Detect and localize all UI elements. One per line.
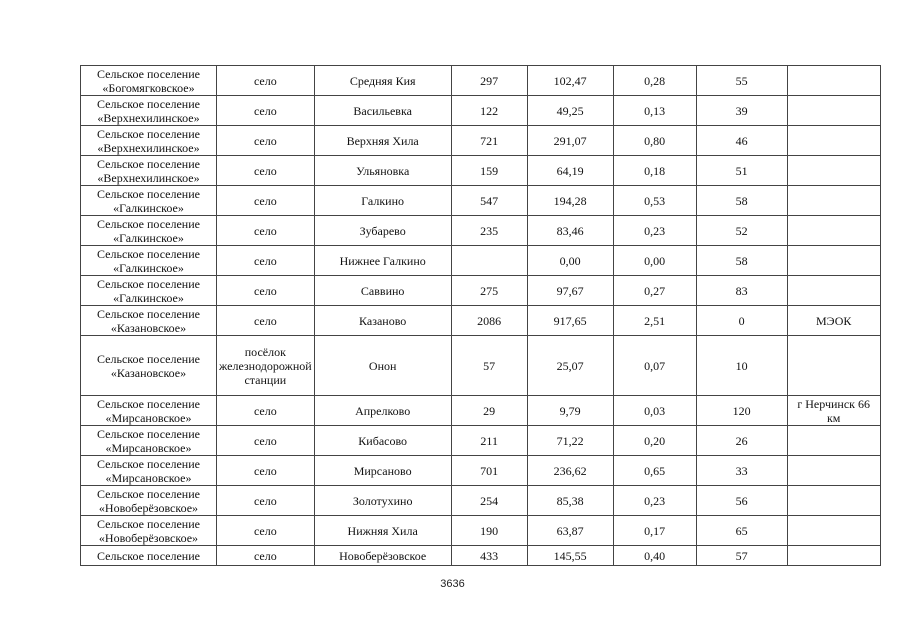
type-cell: село bbox=[217, 546, 315, 566]
population-cell: 547 bbox=[451, 186, 527, 216]
value2-cell: 0,03 bbox=[613, 396, 696, 426]
note-cell bbox=[787, 66, 880, 96]
value3-cell: 39 bbox=[696, 96, 787, 126]
type-cell: село bbox=[217, 276, 315, 306]
settlement-cell: Сельское поселение «Казановское» bbox=[81, 336, 217, 396]
type-cell: село bbox=[217, 456, 315, 486]
type-cell: село bbox=[217, 186, 315, 216]
note-cell bbox=[787, 486, 880, 516]
table-row bbox=[81, 306, 881, 336]
value1-cell: 49,25 bbox=[527, 96, 613, 126]
population-cell: 159 bbox=[451, 156, 527, 186]
name-cell: Казаново bbox=[314, 306, 451, 336]
population-cell: 275 bbox=[451, 276, 527, 306]
name-cell: Кибасово bbox=[314, 426, 451, 456]
value3-cell: 58 bbox=[696, 246, 787, 276]
settlement-cell: Сельское поселение «Галкинское» bbox=[81, 276, 217, 306]
type-cell: село bbox=[217, 396, 315, 426]
value3-cell: 120 bbox=[696, 396, 787, 426]
population-cell: 29 bbox=[451, 396, 527, 426]
value3-cell: 26 bbox=[696, 426, 787, 456]
name-cell: Онон bbox=[314, 336, 451, 396]
type-cell: село bbox=[217, 156, 315, 186]
value3-cell: 57 bbox=[696, 546, 787, 566]
value2-cell: 0,23 bbox=[613, 216, 696, 246]
table-row bbox=[81, 156, 881, 186]
name-cell: Апрелково bbox=[314, 396, 451, 426]
note-cell bbox=[787, 246, 880, 276]
value1-cell: 97,67 bbox=[527, 276, 613, 306]
name-cell: Саввино bbox=[314, 276, 451, 306]
type-cell: село bbox=[217, 486, 315, 516]
population-cell: 433 bbox=[451, 546, 527, 566]
type-cell: село bbox=[217, 306, 315, 336]
value2-cell: 0,28 bbox=[613, 66, 696, 96]
name-cell: Ульяновка bbox=[314, 156, 451, 186]
value3-cell: 0 bbox=[696, 306, 787, 336]
table-row bbox=[81, 456, 881, 486]
value1-cell: 25,07 bbox=[527, 336, 613, 396]
value3-cell: 52 bbox=[696, 216, 787, 246]
settlements-table bbox=[80, 65, 881, 566]
note-cell bbox=[787, 156, 880, 186]
value3-cell: 56 bbox=[696, 486, 787, 516]
type-cell: село bbox=[217, 516, 315, 546]
value1-cell: 0,00 bbox=[527, 246, 613, 276]
value1-cell: 917,65 bbox=[527, 306, 613, 336]
value2-cell: 0,17 bbox=[613, 516, 696, 546]
note-cell bbox=[787, 546, 880, 566]
value2-cell: 0,18 bbox=[613, 156, 696, 186]
note-cell bbox=[787, 186, 880, 216]
value3-cell: 10 bbox=[696, 336, 787, 396]
name-cell: Средняя Кия bbox=[314, 66, 451, 96]
note-cell: МЭОК bbox=[787, 306, 880, 336]
value3-cell: 33 bbox=[696, 456, 787, 486]
value1-cell: 71,22 bbox=[527, 426, 613, 456]
note-cell: г Нерчинск 66 км bbox=[787, 396, 880, 426]
note-cell bbox=[787, 276, 880, 306]
value3-cell: 46 bbox=[696, 126, 787, 156]
name-cell: Галкино bbox=[314, 186, 451, 216]
table-row bbox=[81, 246, 881, 276]
type-cell: село bbox=[217, 66, 315, 96]
population-cell: 57 bbox=[451, 336, 527, 396]
table-row bbox=[81, 216, 881, 246]
value2-cell: 0,07 bbox=[613, 336, 696, 396]
population-cell: 254 bbox=[451, 486, 527, 516]
type-cell: село bbox=[217, 216, 315, 246]
settlement-cell: Сельское поселение «Мирсановское» bbox=[81, 456, 217, 486]
value3-cell: 51 bbox=[696, 156, 787, 186]
type-cell: посёлок железнодорожной станции bbox=[217, 336, 315, 396]
table-row bbox=[81, 546, 881, 566]
value2-cell: 0,27 bbox=[613, 276, 696, 306]
value1-cell: 102,47 bbox=[527, 66, 613, 96]
note-cell bbox=[787, 456, 880, 486]
note-cell bbox=[787, 126, 880, 156]
settlement-cell: Сельское поселение «Новоберёзовское» bbox=[81, 516, 217, 546]
table-row bbox=[81, 516, 881, 546]
value2-cell: 0,00 bbox=[613, 246, 696, 276]
settlement-cell: Сельское поселение «Галкинское» bbox=[81, 186, 217, 216]
population-cell: 211 bbox=[451, 426, 527, 456]
value3-cell: 55 bbox=[696, 66, 787, 96]
value2-cell: 2,51 bbox=[613, 306, 696, 336]
value1-cell: 63,87 bbox=[527, 516, 613, 546]
name-cell: Мирсаново bbox=[314, 456, 451, 486]
table-row bbox=[81, 486, 881, 516]
name-cell: Верхняя Хила bbox=[314, 126, 451, 156]
table-body bbox=[81, 66, 881, 566]
type-cell: село bbox=[217, 246, 315, 276]
settlement-cell: Сельское поселение bbox=[81, 546, 217, 566]
value3-cell: 65 bbox=[696, 516, 787, 546]
table-row bbox=[81, 276, 881, 306]
value2-cell: 0,23 bbox=[613, 486, 696, 516]
settlement-cell: Сельское поселение «Верхнехилинское» bbox=[81, 126, 217, 156]
value2-cell: 0,20 bbox=[613, 426, 696, 456]
population-cell: 297 bbox=[451, 66, 527, 96]
note-cell bbox=[787, 336, 880, 396]
table-row bbox=[81, 186, 881, 216]
value1-cell: 83,46 bbox=[527, 216, 613, 246]
table-row bbox=[81, 396, 881, 426]
type-cell: село bbox=[217, 96, 315, 126]
table-row bbox=[81, 66, 881, 96]
value1-cell: 236,62 bbox=[527, 456, 613, 486]
value1-cell: 85,38 bbox=[527, 486, 613, 516]
table-row bbox=[81, 126, 881, 156]
settlement-cell: Сельское поселение «Галкинское» bbox=[81, 246, 217, 276]
settlement-cell: Сельское поселение «Верхнехилинское» bbox=[81, 96, 217, 126]
settlement-cell: Сельское поселение «Казановское» bbox=[81, 306, 217, 336]
settlement-cell: Сельское поселение «Верхнехилинское» bbox=[81, 156, 217, 186]
population-cell: 721 bbox=[451, 126, 527, 156]
population-cell bbox=[451, 246, 527, 276]
table-row bbox=[81, 426, 881, 456]
population-cell: 235 bbox=[451, 216, 527, 246]
name-cell: Васильевка bbox=[314, 96, 451, 126]
value2-cell: 0,65 bbox=[613, 456, 696, 486]
settlement-cell: Сельское поселение «Мирсановское» bbox=[81, 396, 217, 426]
population-cell: 190 bbox=[451, 516, 527, 546]
value1-cell: 9,79 bbox=[527, 396, 613, 426]
name-cell: Нижнее Галкино bbox=[314, 246, 451, 276]
population-cell: 701 bbox=[451, 456, 527, 486]
table-row bbox=[81, 96, 881, 126]
value1-cell: 194,28 bbox=[527, 186, 613, 216]
note-cell bbox=[787, 426, 880, 456]
name-cell: Новоберёзовское bbox=[314, 546, 451, 566]
value1-cell: 291,07 bbox=[527, 126, 613, 156]
page-number: 3636 bbox=[440, 578, 465, 590]
name-cell: Золотухино bbox=[314, 486, 451, 516]
settlement-cell: Сельское поселение «Новоберёзовское» bbox=[81, 486, 217, 516]
type-cell: село bbox=[217, 126, 315, 156]
settlement-cell: Сельское поселение «Галкинское» bbox=[81, 216, 217, 246]
note-cell bbox=[787, 516, 880, 546]
value2-cell: 0,40 bbox=[613, 546, 696, 566]
value3-cell: 83 bbox=[696, 276, 787, 306]
population-cell: 2086 bbox=[451, 306, 527, 336]
value3-cell: 58 bbox=[696, 186, 787, 216]
value1-cell: 145,55 bbox=[527, 546, 613, 566]
name-cell: Нижняя Хила bbox=[314, 516, 451, 546]
value2-cell: 0,13 bbox=[613, 96, 696, 126]
settlement-cell: Сельское поселение «Богомягковское» bbox=[81, 66, 217, 96]
table-row bbox=[81, 336, 881, 396]
value2-cell: 0,53 bbox=[613, 186, 696, 216]
type-cell: село bbox=[217, 426, 315, 456]
population-cell: 122 bbox=[451, 96, 527, 126]
name-cell: Зубарево bbox=[314, 216, 451, 246]
value1-cell: 64,19 bbox=[527, 156, 613, 186]
settlement-cell: Сельское поселение «Мирсановское» bbox=[81, 426, 217, 456]
note-cell bbox=[787, 96, 880, 126]
value2-cell: 0,80 bbox=[613, 126, 696, 156]
note-cell bbox=[787, 216, 880, 246]
